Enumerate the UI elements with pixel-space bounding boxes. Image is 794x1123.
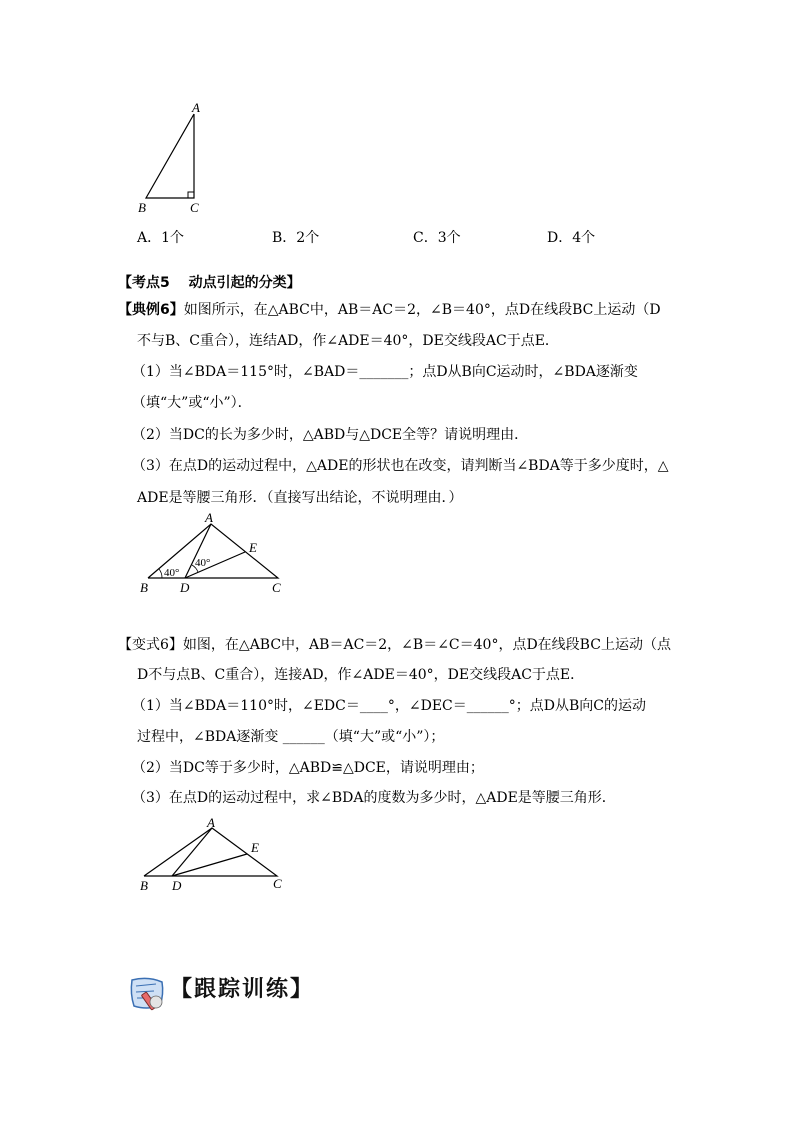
vertex-label-e: E bbox=[249, 540, 257, 555]
angle-arc-b bbox=[159, 569, 162, 578]
scroll-pencil-icon bbox=[126, 970, 170, 1014]
variant6-line3: （1）当∠BDA＝110°时，∠EDC＝____°，∠DEC＝______°；点D从B向C的运动 bbox=[132, 698, 646, 714]
vertex-label-a: A bbox=[205, 510, 213, 525]
segment-de bbox=[172, 854, 247, 876]
vertex-label-b: B bbox=[140, 878, 148, 893]
vertex-label-a: A bbox=[207, 815, 215, 830]
example6-line5: （2）当DC的长为多少时，△ABD与△DCE全等？请说明理由． bbox=[132, 427, 529, 443]
variant6-text1: 如图，在△ABC中，AB＝AC＝2，∠B＝∠C＝40°，点D在线段BC上运动（点 bbox=[182, 637, 671, 653]
example6-line6: （3）在点D的运动过程中，△ADE的形状也在改变，请判断当∠BDA等于多少度时，△ bbox=[132, 458, 669, 474]
variant6-tag: 【变式6】 bbox=[118, 637, 183, 653]
vertex-label-b: B bbox=[138, 200, 146, 215]
option-b: B．2个 bbox=[272, 230, 320, 246]
vertex-label-d: D bbox=[172, 878, 182, 893]
example6-text1: 如图所示，在△ABC中，AB＝AC＝2，∠B＝40°，点D在线段BC上运动（D bbox=[183, 302, 661, 318]
option-d: D．4个 bbox=[547, 230, 596, 246]
figure-example6 bbox=[132, 508, 292, 600]
variant6-line2: D不与点B、C重合），连接AD，作∠ADE＝40°，DE交线段AC于点E． bbox=[137, 667, 585, 683]
segment-ad bbox=[185, 524, 211, 578]
vertex-label-b: B bbox=[140, 580, 148, 595]
option-a: A．1个 bbox=[137, 230, 185, 246]
vertex-label-e: E bbox=[251, 840, 259, 855]
example6-line1 bbox=[118, 300, 661, 320]
vertex-label-d: D bbox=[180, 580, 190, 595]
vertex-label-c: C bbox=[190, 200, 199, 215]
right-angle-mark bbox=[188, 192, 194, 198]
variant6-line4: 过程中，∠BDA逐渐变 ______（填“大”或“小”）； bbox=[137, 729, 445, 745]
figure-right-triangle bbox=[130, 98, 220, 220]
segment-de bbox=[185, 552, 245, 578]
example6-line3: （1）当∠BDA＝115°时，∠BAD＝_______；点D从B向C运动时，∠BDA逐渐变 bbox=[132, 364, 638, 380]
variant6-line1 bbox=[118, 635, 671, 655]
example6-line2: 不与B、C重合），连结AD，作∠ADE＝40°，DE交线段AC于点E． bbox=[137, 333, 559, 349]
variant6-line6: （3）在点D的运动过程中，求∠BDA的度数为多少时，△ADE是等腰三角形． bbox=[132, 790, 616, 806]
vertex-label-a: A bbox=[192, 100, 200, 115]
variant6-line5: （2）当DC等于多少时，△ABD≌△DCE，请说明理由； bbox=[132, 760, 484, 776]
angle-label-d: 40° bbox=[195, 557, 211, 569]
section-heading-5: 【考点5 动点引起的分类】 bbox=[118, 275, 301, 291]
example6-line7: ADE是等腰三角形．（直接写出结论，不说明理由．） bbox=[137, 490, 463, 506]
figure-variant6 bbox=[132, 815, 292, 895]
angle-label-b: 40° bbox=[164, 567, 180, 579]
example6-line4: （填“大”或“小”）． bbox=[132, 395, 252, 411]
vertex-label-c: C bbox=[272, 580, 281, 595]
triangle-abc-outline bbox=[146, 114, 194, 198]
tracking-training-banner bbox=[126, 970, 336, 1014]
tracking-training-title: 【跟踪训练】 bbox=[170, 977, 315, 1002]
example6-tag: 【典例6】 bbox=[118, 302, 184, 318]
option-c: C．3个 bbox=[413, 230, 461, 246]
vertex-label-c: C bbox=[273, 876, 282, 891]
